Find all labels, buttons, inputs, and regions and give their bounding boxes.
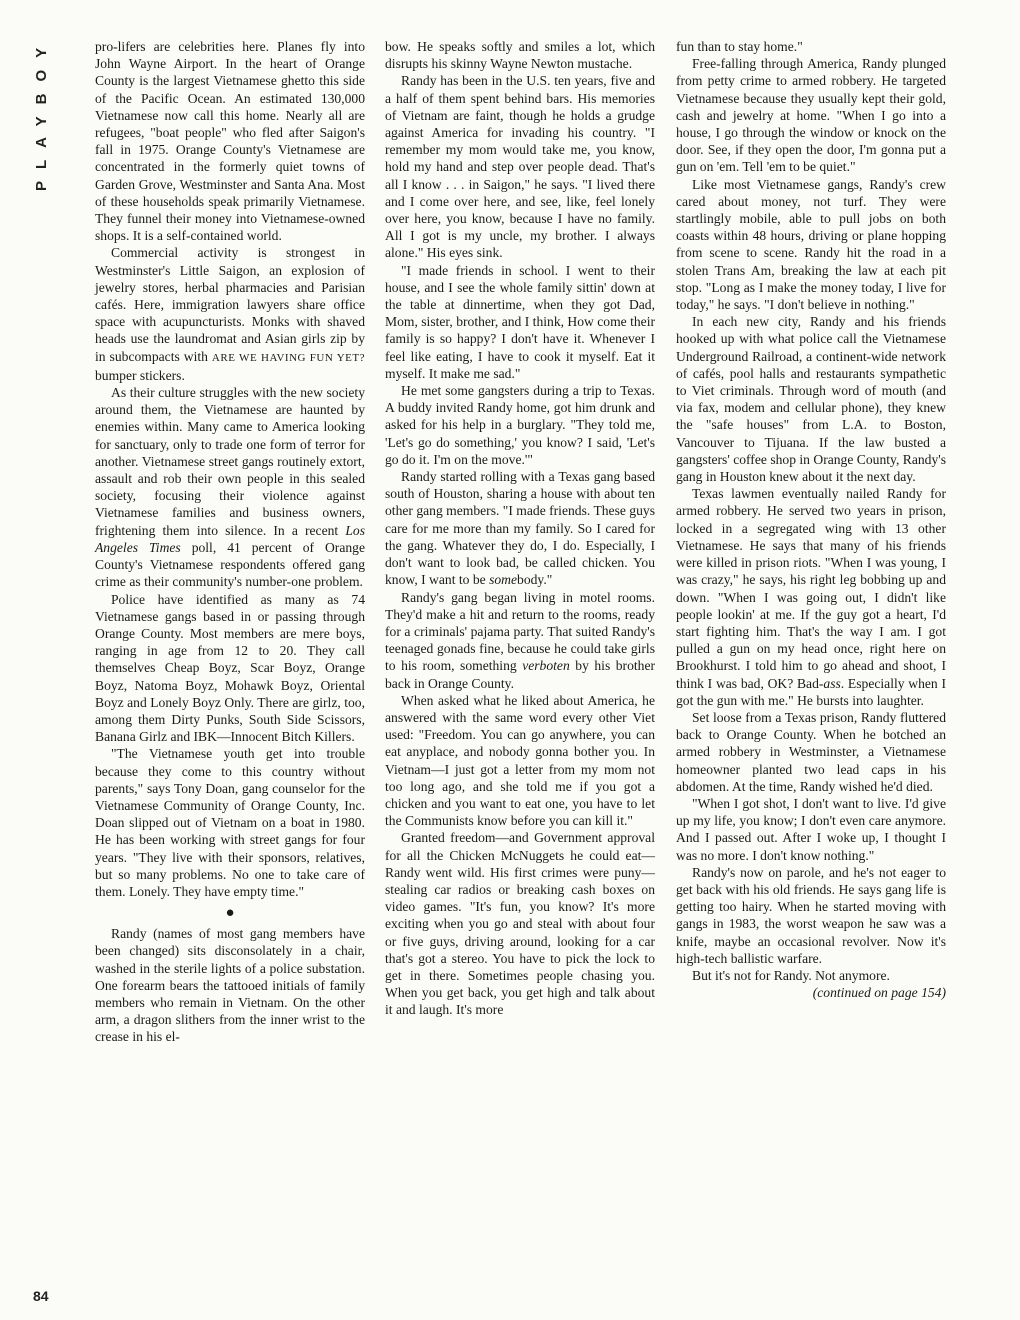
- paragraph: When asked what he liked about America, he answered with the same word every other Viet used: "Freedom. You can go anywhere, you can eat anyplace, and nobody gonna bother you. In Vietnam—I just got a letter from my mom not too long ago, and she told me if you got a chicken and you want to eat one, you have to let the Communists know before you can kill it.": [385, 692, 655, 829]
- paragraph: Free-falling through America, Randy plunged from petty crime to armed robbery. He targeted Vietnamese because they usually kept their gold, cash and jewelry at home. "When I go into a house, I go through the window or knock on the door. See, if they open the door, I'm gonna put a gun on 'em. Tell 'em to be quiet.": [676, 56, 946, 175]
- paragraph: He met some gangsters during a trip to Texas. A buddy invited Randy home, got him drunk and asked for his help in a burglary. "They told me, 'Let's go do something,' you know? I said, 'Let's go do it. I'm on the move.'": [385, 383, 655, 467]
- paragraph: "I made friends in school. I went to their house, and I see the whole family sittin' down at the table at dinnertime, when they got Dad, Mom, sister, brother, and I think, How come their family is so happy? I don't have it. Whenever I feel like eating, I have to cook it myself. Eat it myself. It make me sad.": [385, 262, 655, 381]
- italic-text: verboten: [522, 658, 570, 674]
- paragraph: bow. He speaks softly and smiles a lot, which disrupts his skinny Wayne Newton mustache.: [385, 39, 655, 72]
- italic-text: some: [489, 572, 518, 588]
- paragraph: Police have identified as many as 74 Vietnamese gangs based in or passing through Orange County. Most members are mere boys, ranging in age from 12 to 20. They call themselves Cheap Boyz, Scar Boyz, Orange Boyz, Natoma Boyz, Mohawk Boyz, Oriental Boyz and Lonely Boyz Only. There are girlz, too, among them Dirty Punks, South Side Scissors, Banana Girlz and IBK—Innocent Bitch Killers.: [95, 591, 365, 745]
- paragraph: Like most Vietnamese gangs, Randy's crew cared about money, not turf. They were startlingly mobile, able to pull jobs on both coasts within 48 hours, driving or plane hopping from scene to scene. Randy hit the road in a stolen Trans Am, breaking the law at each pit stop. "Long as I make the money today, I live for today," he says. "I don't believe in nothing.": [676, 176, 946, 313]
- column-1: [95, 38, 365, 1046]
- column-3: [676, 38, 946, 1001]
- column-2: [385, 38, 655, 1019]
- paragraph: "When I got shot, I don't want to live. I'd give up my life, you know; I don't even care anymore. And I passed out. After I woke up, I thought I was no more. I don't know nothing.": [676, 795, 946, 863]
- small-caps-text: ARE WE HAVING FUN YET?: [211, 351, 365, 364]
- page-number: 84: [33, 1288, 49, 1304]
- italic-text: ass: [823, 675, 841, 691]
- magazine-name: PLAYBOY: [33, 36, 50, 192]
- paragraph: "The Vietnamese youth get into trouble because they come to this country without parents," says Tony Doan, gang counselor for the Vietnamese Community of Orange County, Inc. Doan slipped out of Vietnam on a boat in 1980. He has been working with street gangs for four years. "They live with their sponsors, relatives, but so many problems. No one to take care of them. Lonely. They have empty time.": [95, 746, 365, 899]
- paragraph: Randy started rolling with a Texas gang based south of Houston, sharing a house with about ten other gang members. "I made friends. These guys care for me more than my family. So I cared for the gang. Whatever they do, I do. Especially, I don't want to look bad, be called chicken. You know, I want to be somebody.": [385, 469, 655, 588]
- paragraph: Randy's gang began living in motel rooms. They'd make a hit and return to the rooms, ready for a criminals' pajama party. That suited Randy's teenaged gonads fine, because he could take girls to his room, something verboten by his brother back in Orange County.: [385, 589, 656, 691]
- continued-note: (continued on page 154): [812, 985, 946, 1001]
- paragraph: But it's not for Randy. Not anymore.: [692, 967, 890, 983]
- paragraph: Randy's now on parole, and he's not eager to get back with his old friends. He says gang life is getting too hairy. When he started moving with gangs in 1983, the worst weapon he saw was a knife, maybe an occasional revolver. Now it's high-tech ballistic warfare.: [676, 864, 946, 966]
- paragraph: Randy (names of most gang members have been changed) sits disconsolately in a chair, washed in the sterile lights of a police substation. One forearm bears the tattooed initials of family members who remain in Vietnam. On the other arm, a dragon slithers from the inner wrist to the crease in his el-: [95, 926, 365, 1045]
- paragraph: Granted freedom—and Government approval for all the Chicken McNuggets he could eat—Randy went wild. His first crimes were puny—stealing car radios or breaking cash boxes on video games. "It's fun, you know? It's more exciting when you go and steal with about four or five guys, driving around, looking for a car that's got a stereo. You have to pick the lock to get in there. Sometimes people chasing you. When you get back, you get high and talk about it and laugh. It's more: [385, 830, 655, 1018]
- paragraph: Texas lawmen eventually nailed Randy for armed robbery. He served two years in prison, locked in a segregated wing with 13 other Vietnamese. He says that many of his friends were killed in prison riots. "When I was young, I was crazy," he says, his right leg bobbing up and down. "When I was going out, I didn't like people lookin' at me. If the guy got a heart, I'd start fighting him. That's the way I am. I got pulled a gun on my head once, right here on Brookhurst. I told him to go ahead and shoot, I think I was bad, OK? Bad-ass. Especially when I got the gun with me." He bursts into laughter.: [676, 486, 946, 708]
- paragraph: Randy has been in the U.S. ten years, five and a half of them spent behind bars. His memories of Vietnam are faint, though he holds a grudge against America for invading his country. "I remember my mom would take me, you know, hold my hand and step over people dead. That's all I know . . . in Saigon," he says. "I lived there and I come over here, and see, like, feel lonely over here, you know, because I have no family. All I got is my uncle, my brother. I always alone." His eyes sink.: [385, 73, 655, 261]
- section-bullet-icon: ●: [225, 905, 235, 922]
- paragraph: pro-lifers are celebrities here. Planes fly into John Wayne Airport. In the heart of Orange County is the largest Vietnamese ghetto this side of the Pacific Ocean. An estimated 130,000 Vietnamese now call this home. Nearly all are refugees, "boat people" who fled after Saigon's fall in 1975. Orange County's Vietnamese are concentrated in the formerly quiet towns of Garden Grove, Westminster and Santa Ana. Most of these households speak primarily Vietnamese. They funnel their money into Vietnamese-owned shops. It is a self-contained world.: [95, 39, 365, 244]
- italic-text: Los Angeles Times: [95, 522, 365, 555]
- paragraph: In each new city, Randy and his friends hooked up with what police call the Vietnamese Underground Railroad, a continent-wide network of cafés, pool halls and restaurants sympathetic to Viet criminals. Through word of mouth (and via fax, modem and cellular phone), they knew the "safe houses" from L.A. to Boston, Vancouver to Tijuana. If the law busted a gangsters' coffee shop in Orange County, Randy's gang in Houston knew about it the next day.: [676, 314, 946, 485]
- paragraph: Set loose from a Texas prison, Randy fluttered back to Orange County. When he botched an armed robbery in Westminster, a Vietnamese homeowner planted two lead caps in his abdomen. At the time, Randy wished he'd died.: [676, 709, 946, 794]
- paragraph: Commercial activity is strongest in Westminster's Little Saigon, an explosion of jewelry stores, herbal pharmacies and Parisian cafés. Here, immigration lawyers share office space with acupuncturists. Monks with shaved heads use the laundromat and Asian girls zip by in subcompacts with ARE WE HAVING FUN YET? bumper stickers.: [95, 245, 365, 383]
- paragraph: As their culture struggles with the new society around them, the Vietnamese are haunted by enemies within. Many came to America looking for sanctuary, only to trade one form of terror for another. Vietnamese street gangs routinely extort, assault and rob their own people in this sealed society, focusing their violence against Vietnamese families and business owners, frightening them into silence. In a recent Los Angeles Times poll, 41 percent of Orange County's Vietnamese respondents offered gang crime as their community's number-one problem.: [95, 385, 365, 590]
- paragraph: fun than to stay home.": [676, 39, 803, 54]
